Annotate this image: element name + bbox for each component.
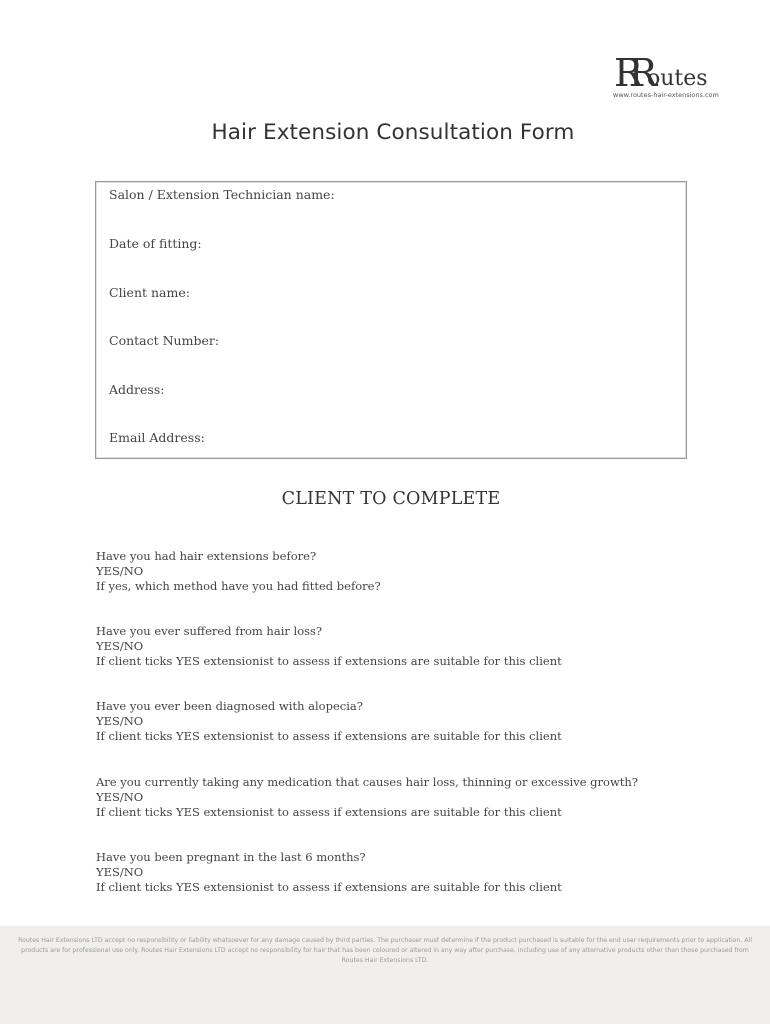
fitting-date-field[interactable]: Date of fitting: (109, 236, 202, 251)
legal-disclaimer (0, 936, 770, 966)
disclaimer-line: Routes Hair Extensions LTD accept no responsibility or liability whatsoever for any damage caused by third parties. The purchaser must determine if the product purchased is suitable for the end user requirements prior to application. All (18, 937, 752, 944)
question-note: If client ticks YES extensionist to assess if extensions are suitable for this client (96, 805, 562, 819)
yes-no-answer[interactable]: YES/NO (96, 865, 144, 879)
question-text: Have you had hair extensions before? (96, 549, 317, 563)
client-details-box (95, 181, 687, 459)
logo-monogram: RR (614, 51, 644, 95)
contact-number-field[interactable]: Contact Number: (109, 333, 220, 348)
disclaimer-line: Routes Hair Extensions LTD. (341, 957, 429, 964)
question-text: Have you ever suffered from hair loss? (96, 624, 323, 638)
question-block (96, 699, 562, 744)
yes-no-answer[interactable]: YES/NO (96, 714, 144, 728)
question-note: If client ticks YES extensionist to assess if extensions are suitable for this client (96, 654, 562, 668)
question-block (96, 624, 562, 669)
routes-logo (610, 51, 730, 99)
logo-wordmark: outes (647, 66, 708, 91)
disclaimer-line: products are for professional use only. Routes Hair Extensions LTD accept no responsibility for hair that has been coloured or altered in any way after purchase, including use of any alternative products other than those purchased from (21, 947, 749, 954)
yes-no-answer[interactable]: YES/NO (96, 564, 144, 578)
question-text: Have you ever been diagnosed with alopecia? (96, 699, 363, 713)
logo-url: www.routes-hair-extensions.com (613, 91, 719, 99)
question-block (96, 850, 562, 895)
question-block (96, 775, 638, 820)
question-note: If client ticks YES extensionist to assess if extensions are suitable for this client (96, 729, 562, 743)
question-block (96, 549, 381, 594)
section-heading: CLIENT TO COMPLETE (281, 489, 501, 509)
page-title: Hair Extension Consultation Form (211, 120, 575, 145)
email-address-field[interactable]: Email Address: (109, 430, 205, 445)
technician-name-field[interactable]: Salon / Extension Technician name: (109, 187, 335, 202)
question-note: If yes, which method have you had fitted before? (96, 579, 381, 593)
question-text: Are you currently taking any medication that causes hair loss, thinning or excessive growth? (96, 775, 638, 789)
question-note: If client ticks YES extensionist to assess if extensions are suitable for this client (96, 880, 562, 894)
address-field[interactable]: Address: (109, 382, 165, 397)
client-name-field[interactable]: Client name: (109, 285, 190, 300)
yes-no-answer[interactable]: YES/NO (96, 790, 144, 804)
question-text: Have you been pregnant in the last 6 months? (96, 850, 366, 864)
yes-no-answer[interactable]: YES/NO (96, 639, 144, 653)
